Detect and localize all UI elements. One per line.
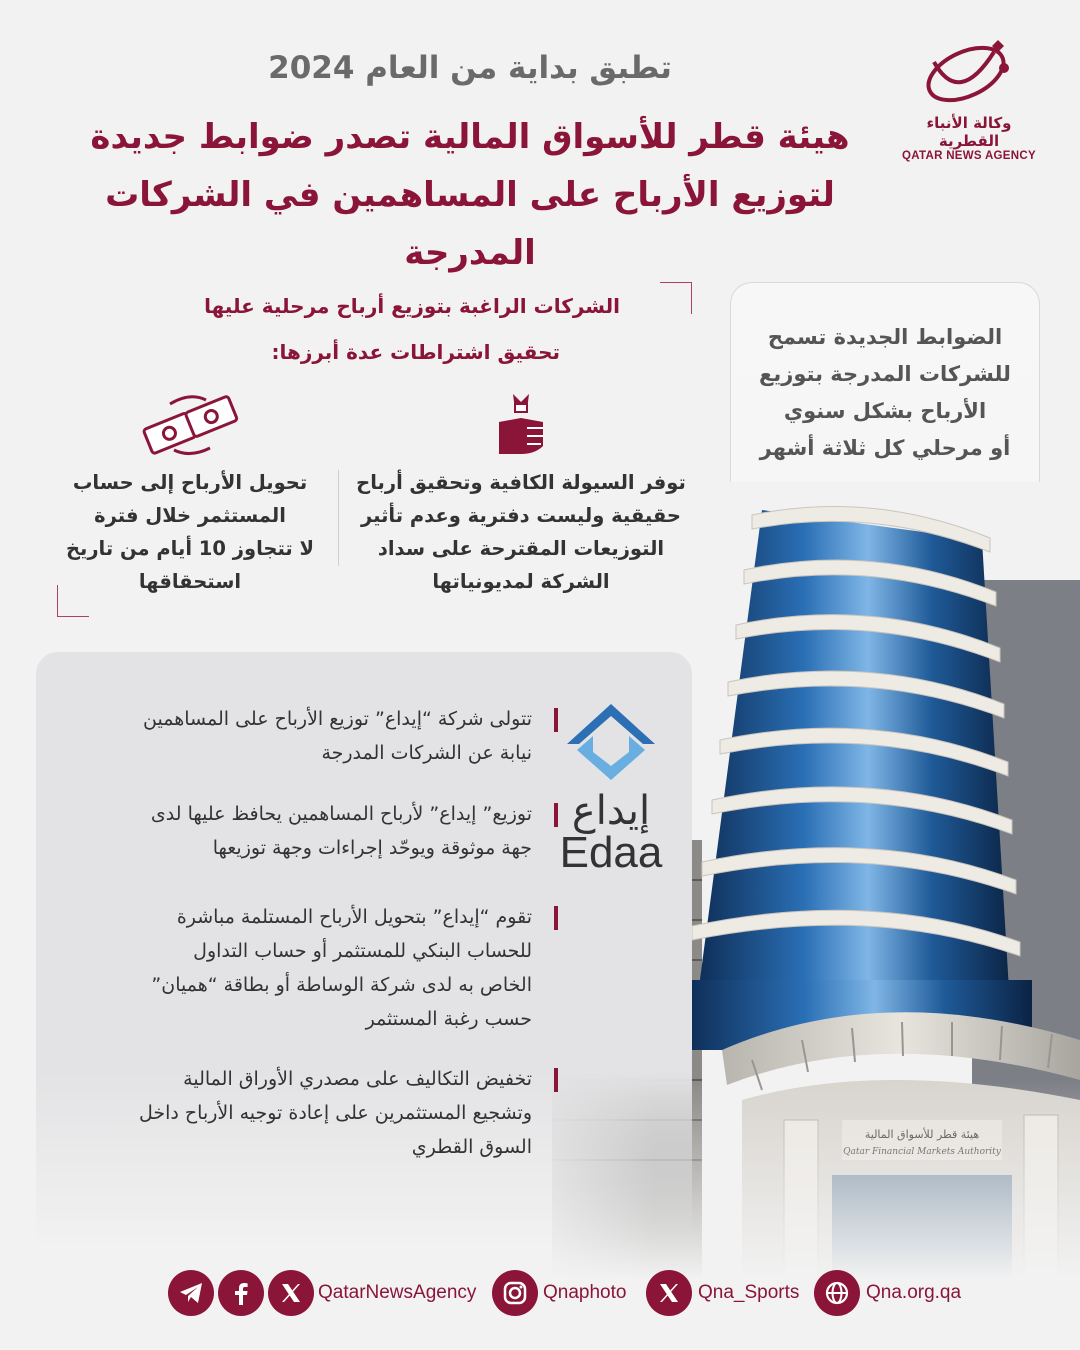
logo-english: QATAR NEWS AGENCY xyxy=(902,150,1036,162)
edaa-bullet-4 xyxy=(62,1062,532,1164)
x-sports-icon[interactable] xyxy=(646,1270,692,1316)
requirement-transfer-line-4: استحقاقها xyxy=(138,570,242,593)
bullet-marker xyxy=(554,708,558,732)
intro-line-3: الأرباح بشكل سنوي xyxy=(783,399,987,423)
edaa-bullet-3-line-2: للحساب البنكي للمستثمر أو حساب التداول xyxy=(193,940,532,962)
edaa-bullet-1-line-1: تتولى شركة “إيداع” توزيع الأرباح على المساهمين xyxy=(143,708,532,730)
telegram-icon[interactable] xyxy=(168,1270,214,1316)
intro-line-1: الضوابط الجديدة تسمح xyxy=(767,325,1003,349)
edaa-bullet-3-line-3: الخاص به لدى شركة الوساطة أو بطاقة “هميان” xyxy=(151,974,532,996)
requirement-liquidity-line-2: حقيقية وليست دفترية وعدم تأثير xyxy=(361,504,681,527)
intro-line-4: أو مرحلي كل ثلاثة أشهر xyxy=(759,436,1011,460)
website-link[interactable]: Qna.org.qa xyxy=(866,1282,962,1303)
qna-handle-link[interactable]: QatarNewsAgency xyxy=(318,1282,477,1303)
edaa-bullet-2-line-2: جهة موثوقة ويوحّد إجراءات وجهة توزيعها xyxy=(212,837,532,859)
edaa-bullet-4-line-1: تخفيض التكاليف على مصدري الأوراق المالية xyxy=(183,1068,532,1090)
edaa-bullet-3-line-4: حسب رغبة المستثمر xyxy=(365,1008,532,1030)
requirement-transfer-line-1: تحويل الأرباح إلى حساب xyxy=(72,471,308,494)
edaa-bullet-3 xyxy=(62,900,532,1036)
edaa-chevron-icon xyxy=(563,700,659,782)
social-footer xyxy=(0,1270,1080,1320)
headline xyxy=(40,50,900,282)
qna-logo xyxy=(894,32,1044,162)
main-title-line-2: لتوزيع الأرباح على المساهمين في الشركات المدرجة xyxy=(105,175,835,273)
edaa-logo xyxy=(556,700,666,878)
bullet-marker xyxy=(554,1068,558,1092)
facebook-icon[interactable] xyxy=(218,1270,264,1316)
qna-logo-icon xyxy=(914,32,1024,112)
requirements-heading-line-1: الشركات الراغبة بتوزيع أرباح مرحلية عليها xyxy=(204,294,620,318)
main-title-line-1: هيئة قطر للأسواق المالية تصدر ضوابط جديدة xyxy=(90,117,850,157)
edaa-bullet-1 xyxy=(62,702,532,770)
requirement-liquidity-line-3: التوزيعات المقترحة على سداد xyxy=(377,537,665,560)
x-icon[interactable] xyxy=(268,1270,314,1316)
edaa-panel xyxy=(36,652,692,1252)
edaa-bullet-3-line-1: تقوم “إيداع” بتحويل الأرباح المستلمة مباشرة xyxy=(176,906,532,928)
requirement-liquidity-line-4: الشركة لمديونياتها xyxy=(432,570,610,593)
edaa-bullet-1-line-2: نيابة عن الشركات المدرجة xyxy=(321,742,532,764)
requirement-transfer-line-2: المستثمر خلال فترة xyxy=(94,504,286,527)
sports-handle-link[interactable]: Qna_Sports xyxy=(698,1282,800,1303)
edaa-bullet-4-line-3: السوق القطري xyxy=(411,1136,532,1158)
bullet-marker xyxy=(554,906,558,930)
requirement-liquidity-line-1: توفر السيولة الكافية وتحقيق أرباح xyxy=(356,471,686,494)
requirements-heading-line-2: تحقيق اشتراطات عدة أبرزها: xyxy=(271,340,560,364)
corner-decoration-top xyxy=(660,282,692,314)
intro-line-2: للشركات المدرجة بتوزيع xyxy=(759,362,1011,386)
edaa-bullet-2-line-1: توزيع” إيداع” لأرباح المساهمين يحافظ عليها لدى xyxy=(150,803,532,825)
edaa-bullet-2 xyxy=(62,797,532,865)
edaa-bullet-4-line-2: وتشجيع المستثمرين على إعادة توجيه الأرباح داخل xyxy=(138,1102,532,1124)
edaa-logo-arabic: إيداع xyxy=(571,788,651,834)
money-transfer-icon xyxy=(140,392,240,458)
instagram-icon[interactable] xyxy=(492,1270,538,1316)
bullet-marker xyxy=(554,803,558,827)
requirements-heading xyxy=(60,283,620,375)
globe-icon[interactable] xyxy=(814,1270,860,1316)
logo-arabic: وكالة الأنباء القطرية xyxy=(926,114,1012,150)
hand-money-icon xyxy=(491,392,551,458)
requirement-liquidity xyxy=(352,392,690,598)
instagram-handle-link[interactable]: Qnaphoto xyxy=(543,1282,627,1303)
edaa-logo-english: Edaa xyxy=(559,828,663,877)
requirement-transfer xyxy=(60,392,320,598)
sub-title: تطبق بداية من العام 2024 xyxy=(268,50,672,86)
requirement-transfer-line-3: لا تتجاوز 10 أيام من تاريخ xyxy=(65,537,315,560)
intro-card xyxy=(730,282,1040,482)
requirements-divider xyxy=(338,470,339,566)
